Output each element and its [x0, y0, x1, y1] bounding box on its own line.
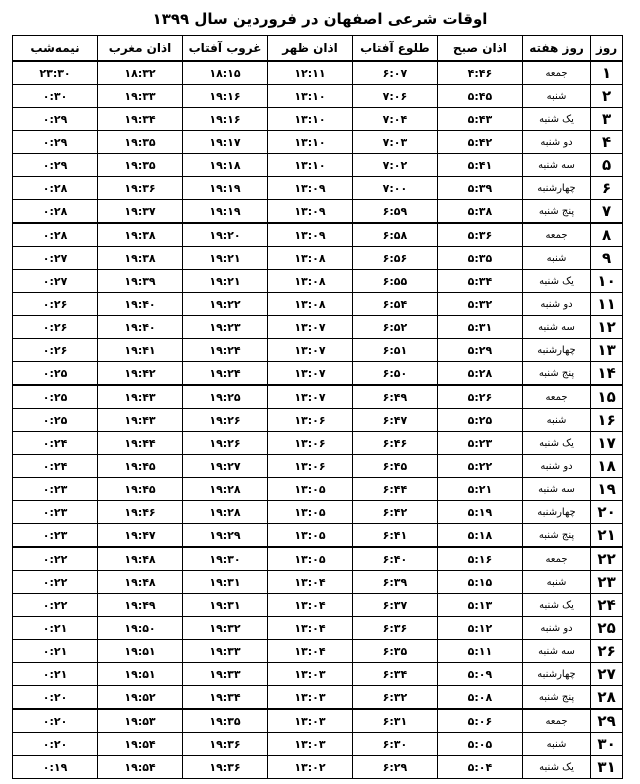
dhuhr-cell: ۱۳:۰۳ — [267, 663, 352, 686]
sunset-cell: ۱۹:۲۸ — [183, 478, 268, 501]
sunset-cell: ۱۹:۳۳ — [183, 663, 268, 686]
midnight-cell: ۰:۲۶ — [13, 316, 98, 339]
dhuhr-cell: ۱۳:۰۹ — [267, 177, 352, 200]
sunrise-cell: ۶:۴۴ — [352, 478, 437, 501]
midnight-cell: ۰:۲۷ — [13, 247, 98, 270]
table-row — [13, 756, 623, 779]
fajr-cell: ۵:۴۵ — [437, 85, 522, 108]
day-cell: ۱۱ — [591, 293, 623, 316]
sunrise-cell: ۶:۳۱ — [352, 709, 437, 733]
dhuhr-cell: ۱۳:۰۵ — [267, 501, 352, 524]
midnight-cell: ۰:۲۸ — [13, 223, 98, 247]
sunset-cell: ۱۹:۱۹ — [183, 200, 268, 224]
midnight-cell: ۰:۲۱ — [13, 663, 98, 686]
weekday-cell: سه شنبه — [522, 154, 590, 177]
sunset-cell: ۱۹:۱۷ — [183, 131, 268, 154]
sunset-cell: ۱۹:۲۶ — [183, 432, 268, 455]
midnight-cell: ۲۳:۳۰ — [13, 61, 98, 85]
day-cell: ۲۱ — [591, 524, 623, 548]
day-cell: ۱۳ — [591, 339, 623, 362]
midnight-cell: ۰:۲۵ — [13, 409, 98, 432]
maghrib-cell: ۱۹:۴۴ — [98, 432, 183, 455]
sunrise-cell: ۶:۵۵ — [352, 270, 437, 293]
sunrise-cell: ۶:۵۹ — [352, 200, 437, 224]
dhuhr-cell: ۱۳:۰۸ — [267, 247, 352, 270]
midnight-cell: ۰:۲۴ — [13, 455, 98, 478]
day-cell: ۱۹ — [591, 478, 623, 501]
weekday-cell: پنج شنبه — [522, 524, 590, 548]
sunset-cell: ۱۹:۳۶ — [183, 733, 268, 756]
weekday-cell: شنبه — [522, 733, 590, 756]
day-cell: ۲۶ — [591, 640, 623, 663]
table-row — [13, 108, 623, 131]
weekday-cell: جمعه — [522, 61, 590, 85]
maghrib-cell: ۱۹:۴۹ — [98, 594, 183, 617]
maghrib-cell: ۱۹:۳۳ — [98, 85, 183, 108]
sunrise-cell: ۶:۵۲ — [352, 316, 437, 339]
dhuhr-cell: ۱۳:۱۰ — [267, 108, 352, 131]
maghrib-cell: ۱۹:۳۵ — [98, 154, 183, 177]
weekday-cell: دو شنبه — [522, 617, 590, 640]
dhuhr-cell: ۱۳:۰۸ — [267, 293, 352, 316]
weekday-cell: شنبه — [522, 247, 590, 270]
dhuhr-cell: ۱۳:۰۷ — [267, 385, 352, 409]
sunset-cell: ۱۹:۱۸ — [183, 154, 268, 177]
fajr-cell: ۵:۱۶ — [437, 547, 522, 571]
fajr-cell: ۵:۱۱ — [437, 640, 522, 663]
weekday-cell: دو شنبه — [522, 293, 590, 316]
weekday-cell: چهارشنبه — [522, 501, 590, 524]
table-body — [13, 61, 623, 779]
fajr-cell: ۵:۱۳ — [437, 594, 522, 617]
sunset-cell: ۱۹:۳۰ — [183, 547, 268, 571]
midnight-cell: ۰:۲۱ — [13, 617, 98, 640]
table-row — [13, 293, 623, 316]
sunset-cell: ۱۹:۳۲ — [183, 617, 268, 640]
day-cell: ۱۲ — [591, 316, 623, 339]
table-row — [13, 316, 623, 339]
table-row — [13, 478, 623, 501]
dhuhr-cell: ۱۳:۰۷ — [267, 362, 352, 386]
header-row — [13, 36, 623, 62]
day-cell: ۴ — [591, 131, 623, 154]
dhuhr-cell: ۱۳:۰۷ — [267, 316, 352, 339]
dhuhr-cell: ۱۳:۰۴ — [267, 617, 352, 640]
day-cell: ۲ — [591, 85, 623, 108]
day-cell: ۲۷ — [591, 663, 623, 686]
sunset-cell: ۱۹:۳۳ — [183, 640, 268, 663]
maghrib-cell: ۱۹:۵۰ — [98, 617, 183, 640]
table-row — [13, 385, 623, 409]
maghrib-cell: ۱۹:۵۴ — [98, 733, 183, 756]
sunrise-cell: ۶:۳۲ — [352, 686, 437, 710]
weekday-cell: یک شنبه — [522, 756, 590, 779]
maghrib-cell: ۱۹:۴۵ — [98, 478, 183, 501]
fajr-cell: ۵:۴۱ — [437, 154, 522, 177]
table-row — [13, 524, 623, 548]
sunrise-cell: ۷:۰۰ — [352, 177, 437, 200]
weekday-cell: پنج شنبه — [522, 686, 590, 710]
dhuhr-cell: ۱۳:۰۷ — [267, 339, 352, 362]
table-row — [13, 200, 623, 224]
fajr-cell: ۵:۴۲ — [437, 131, 522, 154]
weekday-cell: پنج شنبه — [522, 362, 590, 386]
header-sunset: غروب آفتاب — [183, 36, 268, 62]
fajr-cell: ۵:۰۶ — [437, 709, 522, 733]
sunrise-cell: ۶:۳۶ — [352, 617, 437, 640]
sunrise-cell: ۶:۰۷ — [352, 61, 437, 85]
sunrise-cell: ۶:۴۰ — [352, 547, 437, 571]
day-cell: ۸ — [591, 223, 623, 247]
table-row — [13, 154, 623, 177]
midnight-cell: ۰:۳۰ — [13, 85, 98, 108]
table-row — [13, 85, 623, 108]
weekday-cell: سه شنبه — [522, 478, 590, 501]
table-row — [13, 362, 623, 386]
day-cell: ۷ — [591, 200, 623, 224]
sunrise-cell: ۶:۵۸ — [352, 223, 437, 247]
table-row — [13, 617, 623, 640]
day-cell: ۲۰ — [591, 501, 623, 524]
sunrise-cell: ۷:۰۴ — [352, 108, 437, 131]
dhuhr-cell: ۱۳:۱۰ — [267, 85, 352, 108]
midnight-cell: ۰:۲۹ — [13, 108, 98, 131]
day-cell: ۳ — [591, 108, 623, 131]
midnight-cell: ۰:۲۰ — [13, 733, 98, 756]
day-cell: ۱۵ — [591, 385, 623, 409]
midnight-cell: ۰:۲۲ — [13, 594, 98, 617]
maghrib-cell: ۱۹:۵۳ — [98, 709, 183, 733]
day-cell: ۵ — [591, 154, 623, 177]
table-row — [13, 61, 623, 85]
table-row — [13, 547, 623, 571]
day-cell: ۲۳ — [591, 571, 623, 594]
sunset-cell: ۱۹:۲۱ — [183, 247, 268, 270]
sunrise-cell: ۶:۵۱ — [352, 339, 437, 362]
day-cell: ۱۷ — [591, 432, 623, 455]
midnight-cell: ۰:۲۷ — [13, 270, 98, 293]
dhuhr-cell: ۱۳:۰۶ — [267, 432, 352, 455]
fajr-cell: ۵:۲۵ — [437, 409, 522, 432]
sunrise-cell: ۶:۴۱ — [352, 524, 437, 548]
table-row — [13, 571, 623, 594]
maghrib-cell: ۱۹:۴۰ — [98, 316, 183, 339]
maghrib-cell: ۱۹:۵۱ — [98, 663, 183, 686]
day-cell: ۳۱ — [591, 756, 623, 779]
sunrise-cell: ۶:۲۹ — [352, 756, 437, 779]
dhuhr-cell: ۱۳:۰۹ — [267, 223, 352, 247]
maghrib-cell: ۱۹:۳۶ — [98, 177, 183, 200]
weekday-cell: یک شنبه — [522, 594, 590, 617]
sunrise-cell: ۶:۳۰ — [352, 733, 437, 756]
day-cell: ۹ — [591, 247, 623, 270]
sunrise-cell: ۶:۳۹ — [352, 571, 437, 594]
midnight-cell: ۰:۲۹ — [13, 154, 98, 177]
maghrib-cell: ۱۹:۳۴ — [98, 108, 183, 131]
fajr-cell: ۵:۰۹ — [437, 663, 522, 686]
midnight-cell: ۰:۲۵ — [13, 362, 98, 386]
dhuhr-cell: ۱۳:۰۶ — [267, 409, 352, 432]
table-row — [13, 247, 623, 270]
sunset-cell: ۱۹:۲۹ — [183, 524, 268, 548]
sunrise-cell: ۶:۳۵ — [352, 640, 437, 663]
table-row — [13, 223, 623, 247]
dhuhr-cell: ۱۳:۰۳ — [267, 733, 352, 756]
sunset-cell: ۱۹:۲۳ — [183, 316, 268, 339]
midnight-cell: ۰:۲۶ — [13, 339, 98, 362]
header-maghrib: اذان مغرب — [98, 36, 183, 62]
day-cell: ۶ — [591, 177, 623, 200]
maghrib-cell: ۱۹:۴۱ — [98, 339, 183, 362]
midnight-cell: ۰:۲۰ — [13, 686, 98, 710]
header-midnight: نیمه‌شب — [13, 36, 98, 62]
sunrise-cell: ۶:۴۲ — [352, 501, 437, 524]
sunset-cell: ۱۹:۲۸ — [183, 501, 268, 524]
weekday-cell: سه شنبه — [522, 316, 590, 339]
sunrise-cell: ۶:۵۴ — [352, 293, 437, 316]
maghrib-cell: ۱۹:۳۵ — [98, 131, 183, 154]
midnight-cell: ۰:۲۱ — [13, 640, 98, 663]
fajr-cell: ۵:۱۸ — [437, 524, 522, 548]
maghrib-cell: ۱۹:۴۵ — [98, 455, 183, 478]
page-title: اوقات شرعی اصفهان در فروردین سال ۱۳۹۹ — [152, 10, 488, 28]
day-cell: ۱۸ — [591, 455, 623, 478]
sunrise-cell: ۷:۰۲ — [352, 154, 437, 177]
weekday-cell: جمعه — [522, 385, 590, 409]
fajr-cell: ۵:۱۵ — [437, 571, 522, 594]
sunset-cell: ۱۹:۲۴ — [183, 362, 268, 386]
fajr-cell: ۵:۰۸ — [437, 686, 522, 710]
fajr-cell: ۵:۳۶ — [437, 223, 522, 247]
table-row — [13, 177, 623, 200]
header-day: روز — [591, 36, 623, 62]
weekday-cell: یک شنبه — [522, 270, 590, 293]
sunrise-cell: ۶:۴۵ — [352, 455, 437, 478]
dhuhr-cell: ۱۳:۰۵ — [267, 547, 352, 571]
sunset-cell: ۱۹:۳۶ — [183, 756, 268, 779]
table-row — [13, 432, 623, 455]
maghrib-cell: ۱۹:۳۷ — [98, 200, 183, 224]
table-row — [13, 663, 623, 686]
sunrise-cell: ۶:۴۷ — [352, 409, 437, 432]
dhuhr-cell: ۱۳:۱۰ — [267, 154, 352, 177]
midnight-cell: ۰:۲۸ — [13, 200, 98, 224]
table-row — [13, 640, 623, 663]
sunset-cell: ۱۹:۲۷ — [183, 455, 268, 478]
day-cell: ۱۰ — [591, 270, 623, 293]
table-row — [13, 455, 623, 478]
dhuhr-cell: ۱۳:۰۴ — [267, 594, 352, 617]
maghrib-cell: ۱۹:۵۱ — [98, 640, 183, 663]
midnight-cell: ۰:۲۳ — [13, 524, 98, 548]
maghrib-cell: ۱۹:۴۳ — [98, 385, 183, 409]
midnight-cell: ۰:۲۴ — [13, 432, 98, 455]
maghrib-cell: ۱۹:۴۸ — [98, 547, 183, 571]
header-weekday: روز هفته — [522, 36, 590, 62]
sunset-cell: ۱۹:۳۴ — [183, 686, 268, 710]
fajr-cell: ۵:۳۹ — [437, 177, 522, 200]
fajr-cell: ۵:۲۸ — [437, 362, 522, 386]
dhuhr-cell: ۱۳:۰۶ — [267, 455, 352, 478]
fajr-cell: ۵:۳۸ — [437, 200, 522, 224]
maghrib-cell: ۱۹:۵۴ — [98, 756, 183, 779]
table-header — [13, 36, 623, 62]
fajr-cell: ۵:۱۹ — [437, 501, 522, 524]
maghrib-cell: ۱۹:۴۶ — [98, 501, 183, 524]
day-cell: ۲۵ — [591, 617, 623, 640]
fajr-cell: ۵:۳۵ — [437, 247, 522, 270]
table-row — [13, 339, 623, 362]
weekday-cell: چهارشنبه — [522, 339, 590, 362]
dhuhr-cell: ۱۲:۱۱ — [267, 61, 352, 85]
day-cell: ۲۹ — [591, 709, 623, 733]
day-cell: ۱۶ — [591, 409, 623, 432]
sunset-cell: ۱۸:۱۵ — [183, 61, 268, 85]
day-cell: ۲۲ — [591, 547, 623, 571]
header-dhuhr: اذان ظهر — [267, 36, 352, 62]
dhuhr-cell: ۱۳:۰۴ — [267, 640, 352, 663]
weekday-cell: شنبه — [522, 571, 590, 594]
fajr-cell: ۵:۳۴ — [437, 270, 522, 293]
weekday-cell: جمعه — [522, 223, 590, 247]
maghrib-cell: ۱۹:۴۳ — [98, 409, 183, 432]
table-row — [13, 501, 623, 524]
sunset-cell: ۱۹:۲۲ — [183, 293, 268, 316]
dhuhr-cell: ۱۳:۰۹ — [267, 200, 352, 224]
sunset-cell: ۱۹:۱۶ — [183, 108, 268, 131]
midnight-cell: ۰:۱۹ — [13, 756, 98, 779]
maghrib-cell: ۱۹:۴۸ — [98, 571, 183, 594]
weekday-cell: دو شنبه — [522, 131, 590, 154]
dhuhr-cell: ۱۳:۰۸ — [267, 270, 352, 293]
fajr-cell: ۵:۲۹ — [437, 339, 522, 362]
midnight-cell: ۰:۲۹ — [13, 131, 98, 154]
fajr-cell: ۵:۳۲ — [437, 293, 522, 316]
sunset-cell: ۱۹:۲۱ — [183, 270, 268, 293]
sunrise-cell: ۶:۵۰ — [352, 362, 437, 386]
weekday-cell: یک شنبه — [522, 432, 590, 455]
weekday-cell: جمعه — [522, 709, 590, 733]
dhuhr-cell: ۱۳:۰۵ — [267, 524, 352, 548]
table-row — [13, 686, 623, 710]
fajr-cell: ۵:۲۲ — [437, 455, 522, 478]
table-row — [13, 270, 623, 293]
sunrise-cell: ۶:۴۹ — [352, 385, 437, 409]
day-cell: ۲۴ — [591, 594, 623, 617]
header-sunrise: طلوع آفتاب — [352, 36, 437, 62]
midnight-cell: ۰:۲۳ — [13, 478, 98, 501]
midnight-cell: ۰:۲۳ — [13, 501, 98, 524]
sunset-cell: ۱۹:۱۶ — [183, 85, 268, 108]
fajr-cell: ۵:۰۴ — [437, 756, 522, 779]
sunrise-cell: ۶:۴۶ — [352, 432, 437, 455]
sunrise-cell: ۶:۵۶ — [352, 247, 437, 270]
weekday-cell: سه شنبه — [522, 640, 590, 663]
weekday-cell: یک شنبه — [522, 108, 590, 131]
sunset-cell: ۱۹:۲۰ — [183, 223, 268, 247]
weekday-cell: چهارشنبه — [522, 177, 590, 200]
dhuhr-cell: ۱۳:۰۳ — [267, 709, 352, 733]
maghrib-cell: ۱۹:۵۲ — [98, 686, 183, 710]
fajr-cell: ۵:۱۲ — [437, 617, 522, 640]
table-row — [13, 409, 623, 432]
day-cell: ۳۰ — [591, 733, 623, 756]
fajr-cell: ۵:۴۳ — [437, 108, 522, 131]
table-row — [13, 733, 623, 756]
fajr-cell: ۵:۲۶ — [437, 385, 522, 409]
table-row — [13, 594, 623, 617]
maghrib-cell: ۱۹:۴۲ — [98, 362, 183, 386]
fajr-cell: ۵:۳۱ — [437, 316, 522, 339]
day-cell: ۲۸ — [591, 686, 623, 710]
maghrib-cell: ۱۹:۳۸ — [98, 223, 183, 247]
fajr-cell: ۵:۲۱ — [437, 478, 522, 501]
weekday-cell: دو شنبه — [522, 455, 590, 478]
table-row — [13, 131, 623, 154]
midnight-cell: ۰:۲۵ — [13, 385, 98, 409]
weekday-cell: چهارشنبه — [522, 663, 590, 686]
maghrib-cell: ۱۹:۴۰ — [98, 293, 183, 316]
midnight-cell: ۰:۲۸ — [13, 177, 98, 200]
maghrib-cell: ۱۹:۳۹ — [98, 270, 183, 293]
sunrise-cell: ۷:۰۶ — [352, 85, 437, 108]
dhuhr-cell: ۱۳:۰۲ — [267, 756, 352, 779]
midnight-cell: ۰:۲۲ — [13, 571, 98, 594]
sunset-cell: ۱۹:۱۹ — [183, 177, 268, 200]
weekday-cell: پنج شنبه — [522, 200, 590, 224]
day-cell: ۱ — [591, 61, 623, 85]
dhuhr-cell: ۱۳:۰۵ — [267, 478, 352, 501]
fajr-cell: ۵:۰۵ — [437, 733, 522, 756]
midnight-cell: ۰:۲۶ — [13, 293, 98, 316]
sunset-cell: ۱۹:۲۶ — [183, 409, 268, 432]
sunset-cell: ۱۹:۳۵ — [183, 709, 268, 733]
sunrise-cell: ۶:۳۴ — [352, 663, 437, 686]
table-row — [13, 709, 623, 733]
sunrise-cell: ۶:۳۷ — [352, 594, 437, 617]
sunset-cell: ۱۹:۲۴ — [183, 339, 268, 362]
dhuhr-cell: ۱۳:۰۴ — [267, 571, 352, 594]
fajr-cell: ۵:۲۳ — [437, 432, 522, 455]
dhuhr-cell: ۱۳:۱۰ — [267, 131, 352, 154]
weekday-cell: شنبه — [522, 85, 590, 108]
sunset-cell: ۱۹:۲۵ — [183, 385, 268, 409]
fajr-cell: ۴:۴۶ — [437, 61, 522, 85]
day-cell: ۱۴ — [591, 362, 623, 386]
maghrib-cell: ۱۹:۳۸ — [98, 247, 183, 270]
weekday-cell: شنبه — [522, 409, 590, 432]
midnight-cell: ۰:۲۲ — [13, 547, 98, 571]
sunset-cell: ۱۹:۳۱ — [183, 571, 268, 594]
midnight-cell: ۰:۲۰ — [13, 709, 98, 733]
dhuhr-cell: ۱۳:۰۳ — [267, 686, 352, 710]
prayer-times-table — [12, 35, 623, 779]
sunset-cell: ۱۹:۳۱ — [183, 594, 268, 617]
sunrise-cell: ۷:۰۳ — [352, 131, 437, 154]
weekday-cell: جمعه — [522, 547, 590, 571]
maghrib-cell: ۱۸:۳۲ — [98, 61, 183, 85]
maghrib-cell: ۱۹:۴۷ — [98, 524, 183, 548]
header-fajr: اذان صبح — [437, 36, 522, 62]
